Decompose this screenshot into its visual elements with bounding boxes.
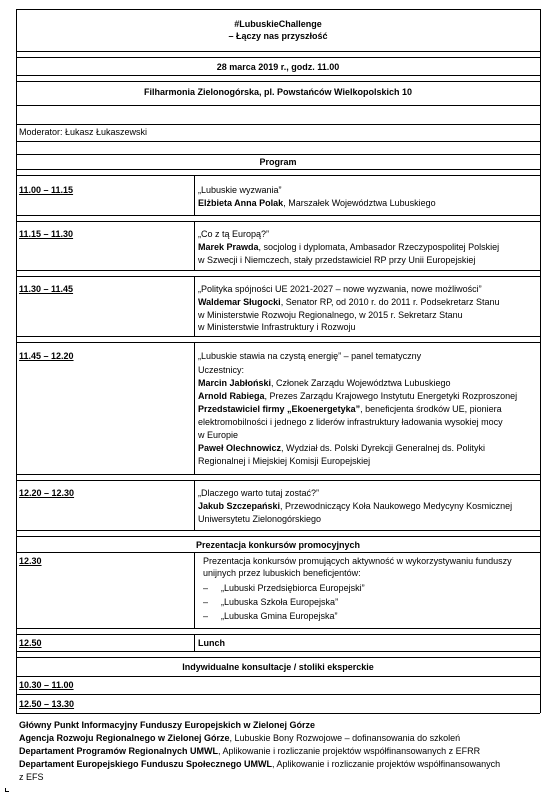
- session-time: 12.20 – 12.30: [19, 488, 75, 498]
- column-divider: [194, 175, 195, 215]
- row-rule: [16, 474, 540, 475]
- moderator: Moderator: Łukasz Łukaszewski: [19, 127, 148, 137]
- row-rule: [16, 141, 540, 142]
- speaker-name: Jakub Szczepański: [198, 501, 281, 511]
- row-rule: [16, 713, 540, 714]
- speaker: [198, 242, 499, 253]
- consult-line: [19, 746, 480, 757]
- speaker: [198, 198, 436, 209]
- table-border-left: [16, 9, 17, 713]
- participant-desc-line: elektromobilności i jednego z liderów infrastruktury ładowania wysokiej mocy: [198, 417, 503, 427]
- participant: [198, 404, 502, 415]
- event-venue: Filharmonia Zielonogórska, pl. Powstańców Wielkopolskich 10: [144, 87, 412, 97]
- row-rule: [16, 657, 540, 658]
- column-divider: [194, 221, 195, 270]
- participant-desc-line: w Europie: [198, 430, 239, 440]
- participant-name: Paweł Olechnowicz: [198, 443, 282, 453]
- column-divider: [194, 276, 195, 336]
- consult-org: Departament Programów Regionalnych UMWL: [19, 746, 219, 756]
- event-date: 28 marca 2019 r., godz. 11.00: [216, 62, 340, 72]
- contest-item-label: „Lubuska Gmina Europejska”: [221, 611, 338, 621]
- participant-desc: , Prezes Zarządu Krajowego Instytutu Energetyki Rozproszonej: [264, 391, 518, 401]
- consult-line: [19, 759, 500, 770]
- row-rule: [16, 81, 540, 82]
- speaker-desc: , Przewodniczący Koła Naukowego Medycyny Kosmicznej: [280, 501, 513, 511]
- session-time: 11.15 – 11.30: [19, 229, 74, 239]
- speaker-desc: , Senator RP, od 2010 r. do 2011 r. Podsekretarz Stanu: [280, 297, 500, 307]
- list-dash: –: [203, 583, 209, 593]
- session-title: „Co z tą Europą?”: [198, 229, 270, 239]
- consult-time: 10.30 – 11.00: [19, 680, 74, 690]
- speaker: [198, 297, 500, 308]
- session-title: „Polityka spójności UE 2021-2027 – nowe wyzwania, nowe możliwości”: [198, 284, 482, 294]
- column-divider: [194, 480, 195, 530]
- corner-mark: [5, 788, 9, 792]
- contest-item: [203, 597, 339, 608]
- participant-desc: , Członek Zarządu Województwa Lubuskiego: [271, 378, 451, 388]
- consult-line: [19, 733, 460, 744]
- row-rule: [16, 154, 540, 155]
- contest-item-label: „Lubuska Szkoła Europejska”: [221, 597, 339, 607]
- list-dash: –: [203, 611, 209, 621]
- row-rule: [16, 215, 540, 216]
- row-rule: [16, 628, 540, 629]
- list-dash: –: [203, 597, 209, 607]
- contest-item: [203, 611, 338, 622]
- session-title: „Lubuskie wyzwania”: [198, 185, 282, 195]
- participant-name: Przedstawiciel firmy: [198, 404, 288, 414]
- speaker-name: Waldemar Sługocki: [198, 297, 281, 307]
- consult-line: z EFS: [19, 772, 44, 782]
- session-title: „Dlaczego warto tutaj zostać?”: [198, 488, 320, 498]
- session-time: 11.45 – 12.20: [19, 351, 74, 361]
- column-divider: [194, 342, 195, 474]
- session-time: 11.00 – 11.15: [19, 185, 74, 195]
- speaker-name: Marek Prawda: [198, 242, 259, 252]
- row-rule: [16, 336, 540, 337]
- row-rule: [16, 175, 540, 176]
- row-rule: [16, 124, 540, 125]
- participant: [198, 378, 450, 389]
- participants-label: Uczestnicy:: [198, 365, 245, 375]
- contest-item-label: „Lubuski Przedsiębiorca Europejski”: [221, 583, 365, 593]
- speaker-desc-line: w Ministerstwie Rozwoju Regionalnego, w 2015 r. Sekretarz Stanu: [198, 310, 463, 320]
- consult-heading: Indywidualne konsultacje / stoliki eksperckie: [182, 662, 374, 672]
- event-subtitle: – Łączy nas przyszłość: [228, 31, 328, 41]
- column-divider: [194, 634, 195, 651]
- participant-name: Arnold Rabiega: [198, 391, 265, 401]
- event-title: #LubuskieChallenge: [234, 19, 322, 29]
- row-rule: [16, 480, 540, 481]
- session-title: „Lubuskie stawia na czystą energię” – panel tematyczny: [198, 351, 422, 361]
- consult-line: Główny Punkt Informacyjny Funduszy Europejskich w Zielonej Górze: [19, 720, 316, 730]
- row-rule: [16, 676, 540, 677]
- participant-name: Marcin Jabłoński: [198, 378, 272, 388]
- speaker: [198, 501, 512, 512]
- row-rule: [16, 270, 540, 271]
- speaker-desc-line: w Ministerstwie Infrastruktury i Rozwoju: [198, 322, 356, 332]
- row-rule: [16, 276, 540, 277]
- row-rule: [16, 651, 540, 652]
- participant-desc: , Wydział ds. Polski Dyrekcji Generalnej ds. Polityki: [281, 443, 486, 453]
- row-rule: [16, 57, 540, 58]
- speaker-desc: , Marszałek Województwa Lubuskiego: [283, 198, 436, 208]
- table-border-right: [540, 9, 541, 713]
- row-rule: [16, 342, 540, 343]
- consult-org: Departament Europejskiego Funduszu Społecznego UMWL: [19, 759, 273, 769]
- consult-desc: , Lubuskie Bony Rozwojowe – dofinansowania do szkoleń: [229, 733, 461, 743]
- row-rule: [16, 530, 540, 531]
- row-rule: [16, 51, 540, 52]
- row-rule: [16, 169, 540, 170]
- row-rule: [16, 634, 540, 635]
- speaker-desc-line: w Szwecji i Niemczech, stały przedstawiciel RP przy Unii Europejskiej: [198, 255, 476, 265]
- contest-item: [203, 583, 365, 594]
- contests-heading: Prezentacja konkursów promocyjnych: [195, 540, 361, 550]
- participant: [198, 391, 517, 402]
- row-rule: [16, 75, 540, 76]
- program-heading: Program: [259, 157, 297, 167]
- row-rule: [16, 105, 540, 106]
- participant-desc: , beneficjenta środków UE, pioniera: [360, 404, 502, 414]
- contests-time: 12.30: [19, 556, 42, 566]
- contests-desc-line: unijnych przez lubuskich beneficjentów:: [203, 568, 361, 578]
- consult-time: 12.50 – 13.30: [19, 699, 75, 709]
- row-rule: [16, 536, 540, 537]
- consult-desc: , Aplikowanie i rozliczanie projektów współfinansowanych: [272, 759, 501, 769]
- consult-org: Agencja Rozwoju Regionalnego w Zielonej Górze: [19, 733, 230, 743]
- contests-desc: Prezentacja konkursów promujących aktywność w wykorzystywaniu funduszy: [203, 556, 512, 566]
- speaker-name: Elżbieta Anna Polak: [198, 198, 284, 208]
- consult-desc: , Aplikowanie i rozliczanie projektów współfinansowanych z EFRR: [218, 746, 481, 756]
- row-rule: [16, 694, 540, 695]
- column-divider: [194, 552, 195, 628]
- table-border-top: [16, 9, 540, 10]
- speaker-desc: , socjolog i dyplomata, Ambasador Rzeczypospolitej Polskiej: [258, 242, 500, 252]
- participant-desc-line: Regionalnej i Miejskiej Komisji Europejskiej: [198, 456, 371, 466]
- participant: [198, 443, 485, 454]
- lunch-label: Lunch: [198, 638, 225, 648]
- row-rule: [16, 221, 540, 222]
- company-name: „Ekoenergetyka”: [287, 404, 361, 414]
- lunch-time: 12.50: [19, 638, 42, 648]
- speaker-desc-line: Uniwersytetu Zielonogórskiego: [198, 514, 322, 524]
- session-time: 11.30 – 11.45: [19, 284, 74, 294]
- row-rule: [16, 552, 540, 553]
